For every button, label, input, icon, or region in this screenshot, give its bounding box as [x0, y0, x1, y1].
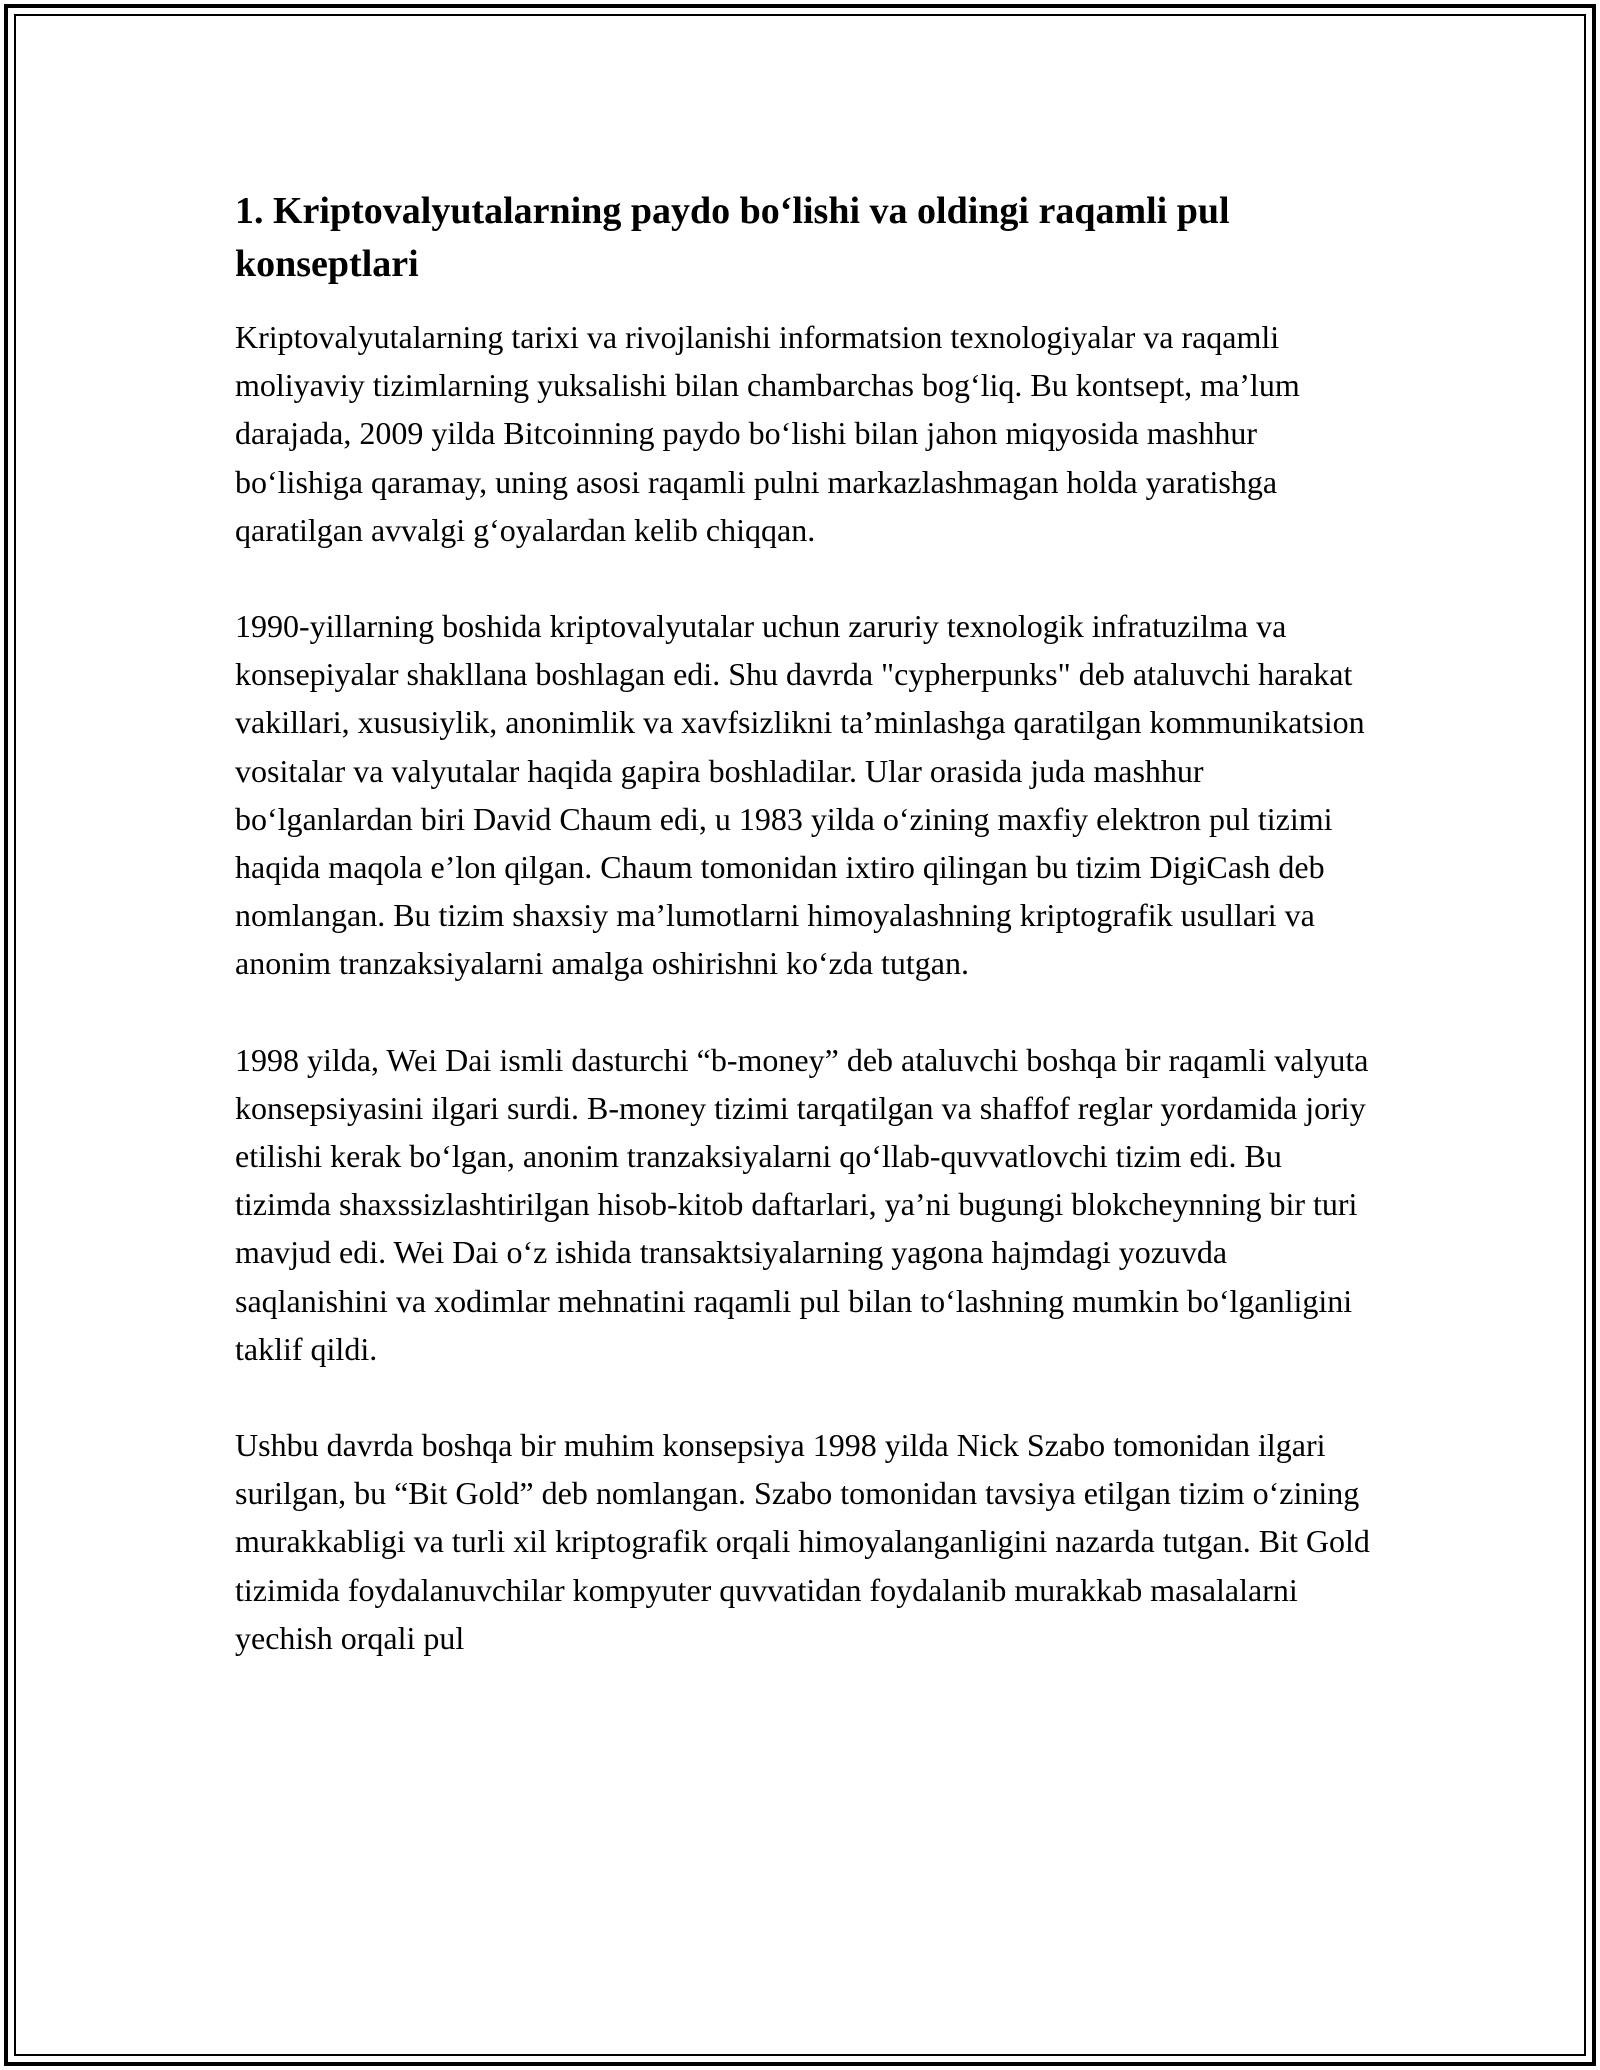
- paragraph-2: 1990-yillarning boshida kriptovalyutalar uchun zaruriy texnologik infratuzilma va konsepiyalar shakllana boshlagan edi. Shu davrda "cypherpunks" deb ataluvchi harakat vakillari, xususiylik, anonimlik va xavfsizlikni ta’minlashga qaratilgan kommunikatsion vositalar va valyutalar haqida gapira boshladilar. Ular orasida juda mashhur bo‘lganlardan biri David Chaum edi, u 1983 yilda o‘zining maxfiy elektron pul tizimi haqida maqola e’lon qilgan. Chaum tomonidan ixtiro qilingan bu tizim DigiCash deb nomlangan. Bu tizim shaxsiy ma’lumotlarni himoyalashning kriptografik usullari va anonim tranzaksiyalarni amalga oshirishni ko‘zda tutgan.: [235, 608, 1365, 982]
- paragraph-1: Kriptovalyutalarning tarixi va rivojlanishi informatsion texnologiyalar va raqamli moliyaviy tizimlarning yuksalishi bilan chambarchas bog‘liq. Bu kontsept, ma’lum darajada, 2009 yilda Bitcoinning paydo bo‘lishi bilan jahon miqyosida mashhur bo‘lishiga qaramay, uning asosi raqamli pulni markazlashmagan holda yaratishga qaratilgan avvalgi g‘oyalardan kelib chiqqan.: [235, 319, 1300, 548]
- paragraph-3: 1998 yilda, Wei Dai ismli dasturchi “b-money” deb ataluvchi boshqa bir raqamli valyuta konsepsiyasini ilgari surdi. B-money tizimi tarqatilgan va shaffof reglar yordamida joriy etilishi kerak bo‘lgan, anonim tranzaksiyalarni qo‘llab-quvvatlovchi tizim edi. Bu tizimda shaxssizlashtirilgan hisob-kitob daftarlari, ya’ni bugungi blokcheynning bir turi mavjud edi. Wei Dai o‘z ishida transaktsiyalarning yagona hajmdagi yozuvda saqlanishini va xodimlar mehnatini raqamli pul bilan to‘lashning mumkin bo‘lganligini taklif qildi.: [235, 1041, 1369, 1367]
- paragraph-4: Ushbu davrda boshqa bir muhim konsepsiya 1998 yilda Nick Szabo tomonidan ilgari surilgan, bu “Bit Gold” deb nomlangan. Szabo tomonidan tavsiya etilgan tizim o‘zining murakkabligi va turli xil kriptografik orqali himoyalanganligini nazarda tutgan. Bit Gold tizimida foydalanuvchilar kompyuter quvvatidan foydalanib murakkab masalalarni yechish orqali pul: [235, 1427, 1370, 1656]
- section-heading: 1. Kriptovalyutalarning paydo bo‘lishi va oldingi raqamli pul konseptlari: [235, 190, 1230, 285]
- document-body: [235, 185, 1370, 1662]
